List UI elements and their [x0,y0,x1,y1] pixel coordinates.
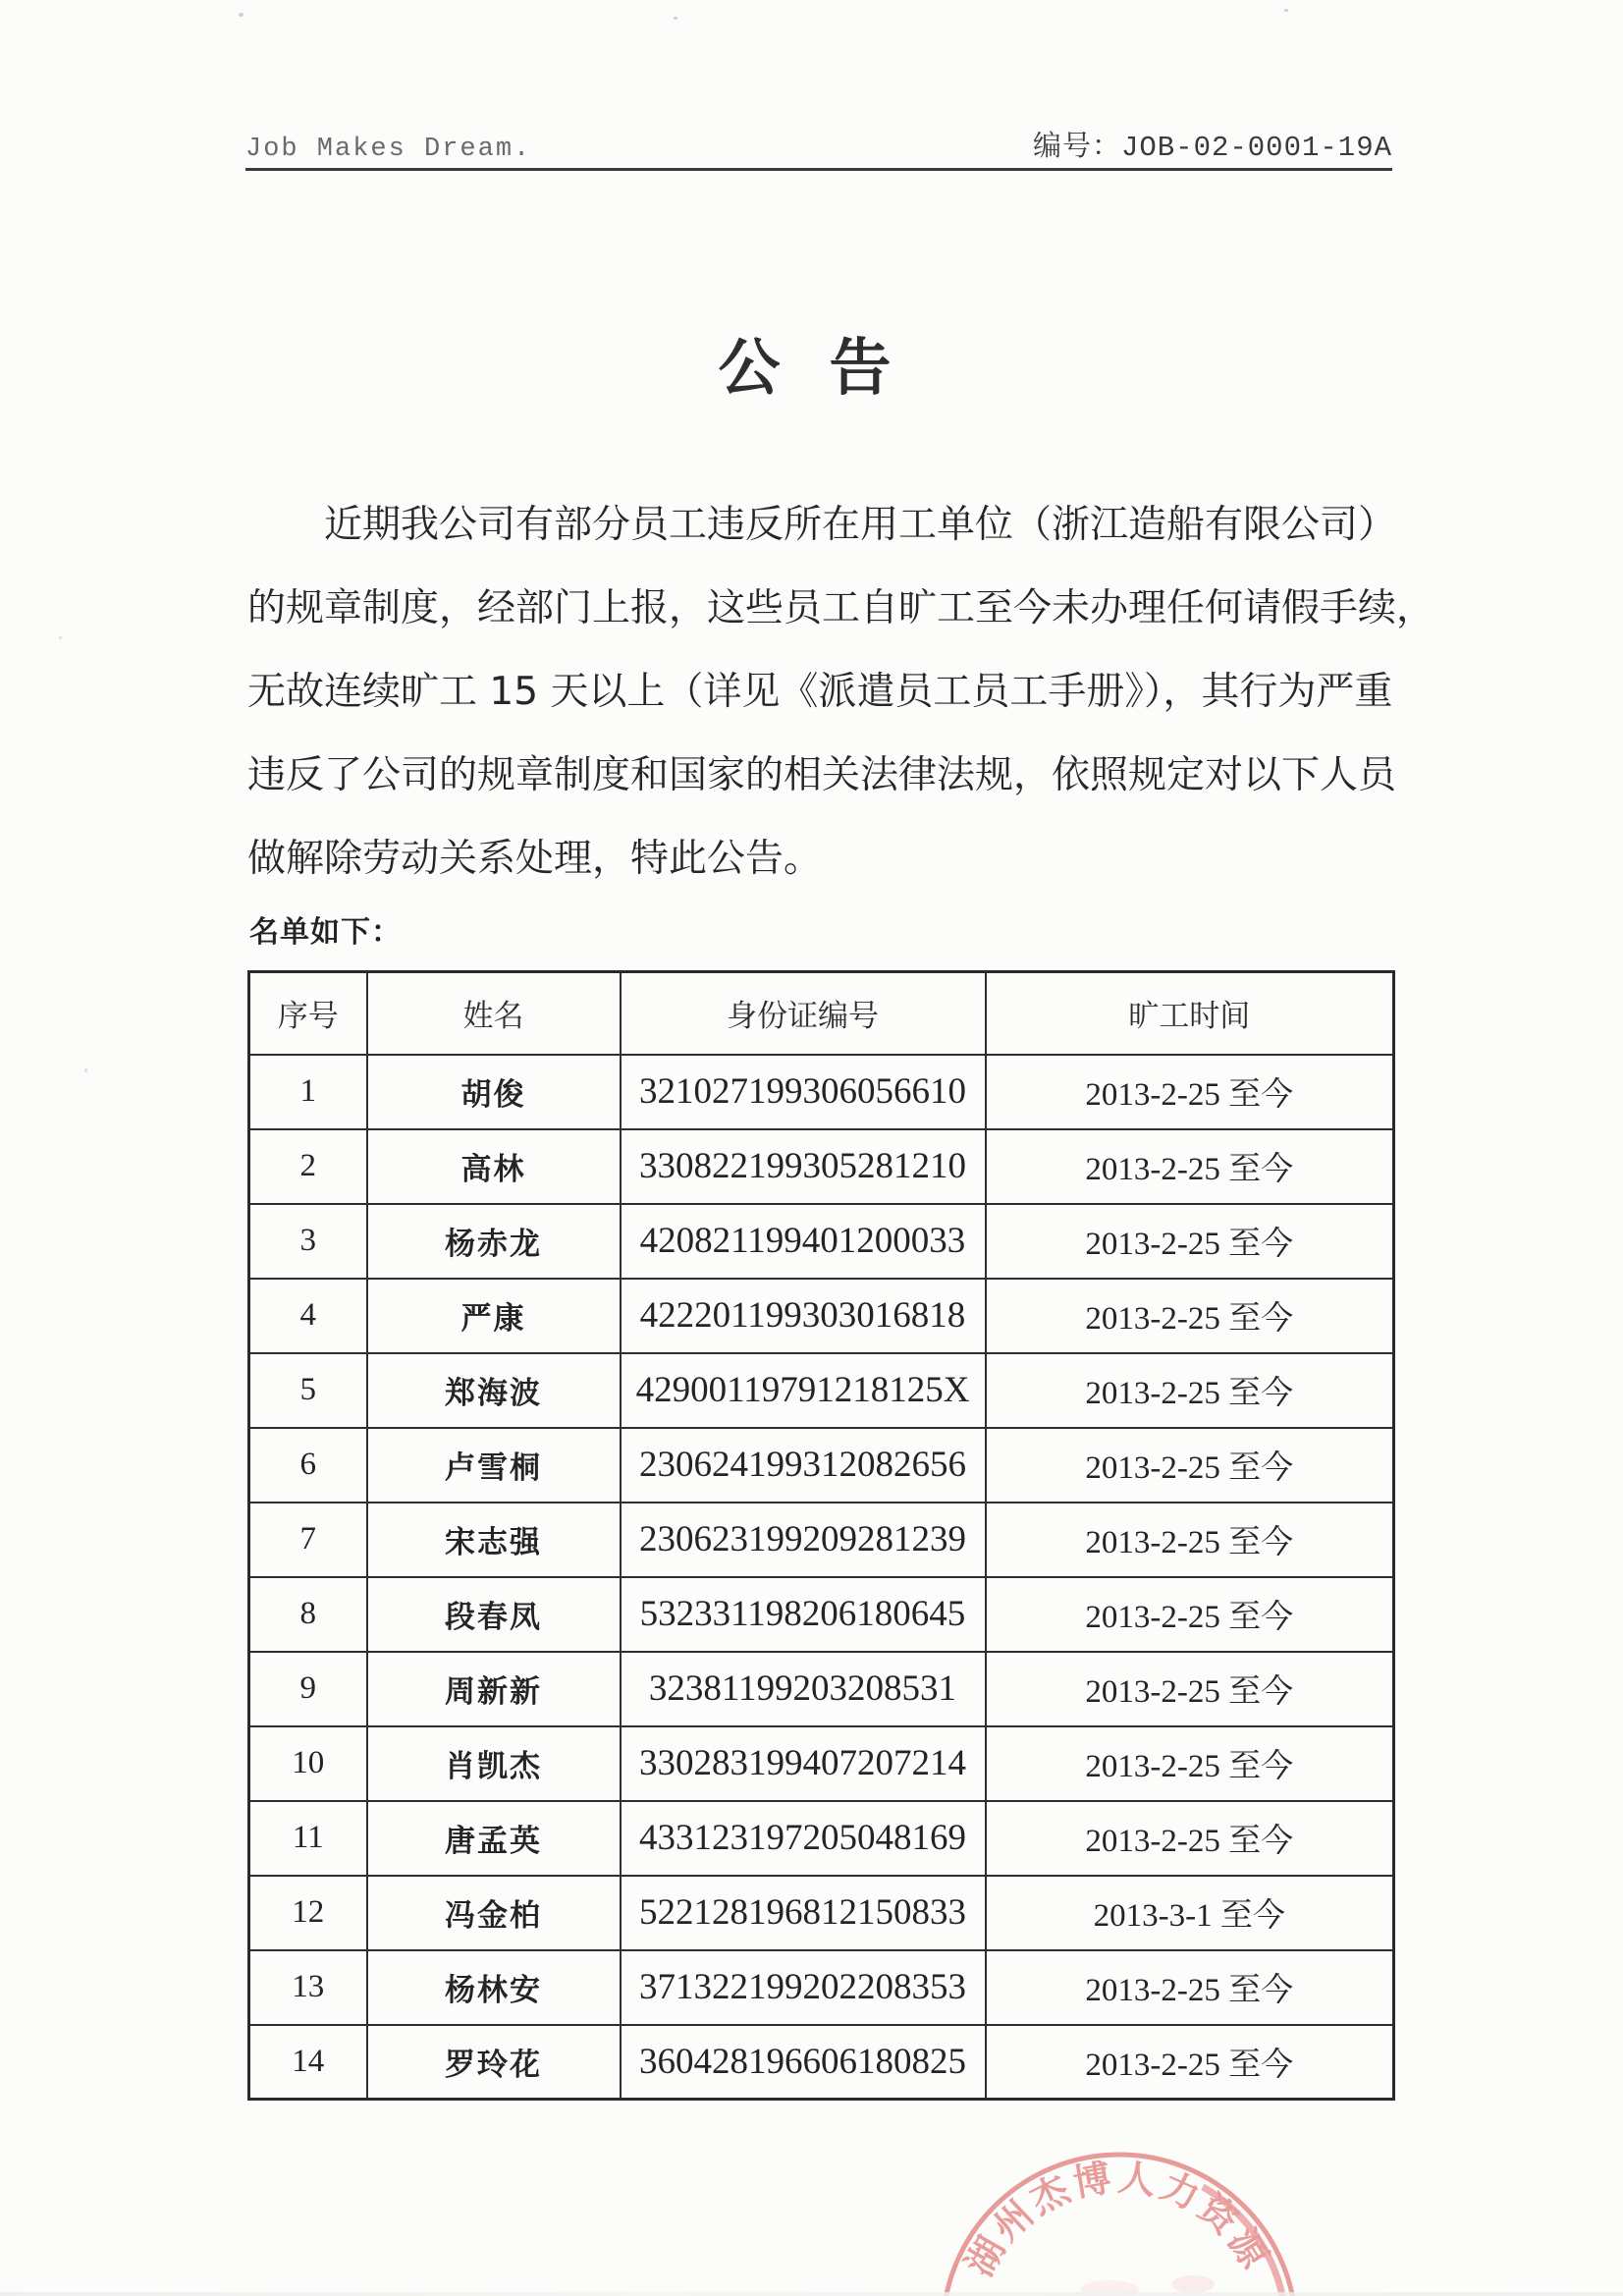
cell-index: 8 [249,1577,367,1652]
table-row [249,1801,1394,1876]
cell-name: 严康 [367,1279,621,1353]
cell-name: 冯金柏 [367,1876,621,1950]
cell-name: 高林 [367,1129,621,1204]
cell-id: 230624199312082656 [621,1428,986,1503]
table-row [249,1652,1394,1726]
table-row [249,1353,1394,1428]
cell-absence: 2013-2-25 至今 [986,1503,1394,1577]
table-row [249,1055,1394,1129]
seal-arc-text: 湖州杰博人力资源 [957,2155,1278,2284]
scan-speck [674,17,677,20]
company-slogan: Job Makes Dream. [245,135,532,164]
cell-name: 郑海波 [367,1353,621,1428]
cell-index: 3 [249,1204,367,1279]
cell-id: 522128196812150833 [621,1876,986,1950]
cell-id: 360428196606180825 [621,2025,986,2100]
cell-absence: 2013-2-25 至今 [986,1129,1394,1204]
header-cell-id: 身份证编号 [621,972,986,1055]
cell-absence: 2013-3-1 至今 [986,1876,1394,1950]
header-cell-absence: 旷工时间 [986,972,1394,1055]
document-number: 编号：JOB-02-0001-19A [1032,132,1392,164]
table-row [249,1950,1394,2025]
list-label: 名单如下： [249,915,402,950]
cell-index: 4 [249,1279,367,1353]
cell-absence: 2013-2-25 至今 [986,1204,1394,1279]
table-row [249,1577,1394,1652]
scan-speck [239,13,243,17]
cell-index: 2 [249,1129,367,1204]
table-row [249,2025,1394,2100]
svg-text:湖州杰博人力资源 [957,2156,1277,2283]
cell-absence: 2013-2-25 至今 [986,1950,1394,2025]
scan-bottom-edge [0,2292,1623,2296]
cell-index: 14 [249,2025,367,2100]
body-line: 近期我公司有部分员工违反所在用工单位（浙江造船有限公司） [324,503,1397,547]
cell-id: 532331198206180645 [621,1577,986,1652]
cell-name: 卢雪桐 [367,1428,621,1503]
cell-absence: 2013-2-25 至今 [986,1279,1394,1353]
cell-id: 433123197205048169 [621,1801,986,1876]
cell-id: 330822199305281210 [621,1129,986,1204]
notice-body [247,483,1435,901]
cell-id: 330283199407207214 [621,1726,986,1801]
header-cell-index: 序号 [249,972,367,1055]
cell-absence: 2013-2-25 至今 [986,1353,1394,1428]
cell-index: 6 [249,1428,367,1503]
cell-index: 7 [249,1503,367,1577]
cell-name: 周新新 [367,1652,621,1726]
cell-absence: 2013-2-25 至今 [986,2025,1394,2100]
cell-absence: 2013-2-25 至今 [986,1801,1394,1876]
table-row [249,1279,1394,1353]
cell-name: 杨赤龙 [367,1204,621,1279]
cell-absence: 2013-2-25 至今 [986,1652,1394,1726]
cell-id: 32381199203208531 [621,1652,986,1726]
table-row [249,1204,1394,1279]
cell-index: 5 [249,1353,367,1428]
cell-id: 371322199202208353 [621,1950,986,2025]
cell-id: 230623199209281239 [621,1503,986,1577]
cell-index: 1 [249,1055,367,1129]
table-header-row [249,972,1394,1055]
scan-speck [59,636,62,639]
body-line: 无故连续旷工 15 天以上（详见《派遣员工员工手册》），其行为严重 [247,670,1393,714]
table-row [249,1876,1394,1950]
cell-absence: 2013-2-25 至今 [986,1726,1394,1801]
cell-absence: 2013-2-25 至今 [986,1577,1394,1652]
cell-name: 唐孟英 [367,1801,621,1876]
company-seal [913,2147,1345,2296]
header-cell-name: 姓名 [367,972,621,1055]
cell-id: 321027199306056610 [621,1055,986,1129]
cell-index: 11 [249,1801,367,1876]
body-line: 的规章制度，经部门上报，这些员工自旷工至今未办理任何请假手续， [247,586,1435,630]
cell-id: 42900119791218125X [621,1353,986,1428]
cell-name: 杨林安 [367,1950,621,2025]
scan-speck [1284,9,1288,12]
table-row [249,1428,1394,1503]
cell-index: 9 [249,1652,367,1726]
cell-absence: 2013-2-25 至今 [986,1055,1394,1129]
table-row [249,1503,1394,1577]
cell-id: 422201199303016818 [621,1279,986,1353]
scan-speck [84,1068,87,1072]
cell-id: 420821199401200033 [621,1204,986,1279]
table-row [249,1726,1394,1801]
cell-index: 12 [249,1876,367,1950]
cell-name: 胡俊 [367,1055,621,1129]
cell-name: 段春凤 [367,1577,621,1652]
page-title: 公 告 [718,331,905,404]
table-row [249,1129,1394,1204]
body-line: 违反了公司的规章制度和国家的相关法律法规，依照规定对以下人员 [247,753,1397,797]
cell-name: 宋志强 [367,1503,621,1577]
cell-index: 13 [249,1950,367,2025]
cell-absence: 2013-2-25 至今 [986,1428,1394,1503]
seal-ink-smudge [1171,2275,1215,2293]
letterhead [245,128,1392,171]
cell-name: 肖凯杰 [367,1726,621,1801]
dismissal-roster-table [247,970,1395,2101]
body-line: 做解除劳动关系处理，特此公告。 [247,837,823,881]
cell-index: 10 [249,1726,367,1801]
cell-name: 罗玲花 [367,2025,621,2100]
